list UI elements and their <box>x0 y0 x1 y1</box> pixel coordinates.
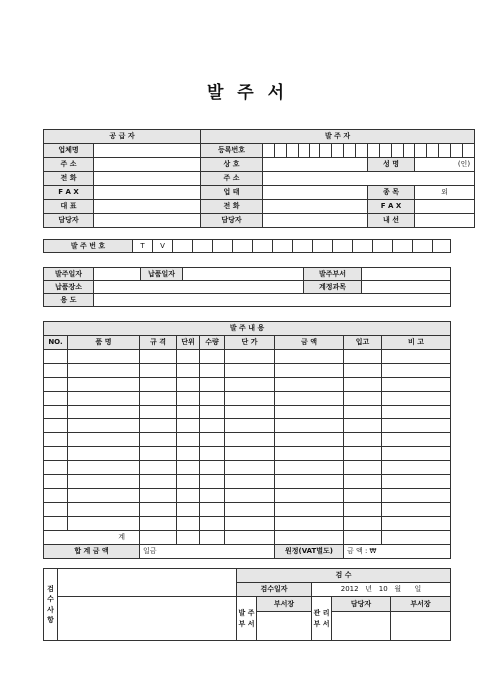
column-header: 단위 <box>177 336 200 350</box>
item-cell[interactable] <box>44 447 68 461</box>
column-header: 입고 <box>344 336 382 350</box>
inspection-date-value[interactable] <box>312 583 451 597</box>
item-cell[interactable] <box>225 433 275 447</box>
extension-label: 내 선 <box>368 214 415 228</box>
inspection-note-1[interactable] <box>58 569 237 597</box>
month-unit: 월 <box>394 585 402 593</box>
total-amount[interactable]: 금 액 : ₩ <box>344 544 451 558</box>
business-type-value[interactable] <box>263 186 368 200</box>
item-cell[interactable] <box>382 447 451 461</box>
dept-head2-label: 부서장 <box>391 597 451 612</box>
item-cell[interactable] <box>200 475 225 489</box>
item-cell[interactable] <box>225 502 275 516</box>
column-header: 품 명 <box>68 336 140 350</box>
dept-head-sign[interactable] <box>257 612 312 641</box>
item-cell[interactable] <box>344 461 382 475</box>
item-cell[interactable] <box>177 377 200 391</box>
item-cell[interactable] <box>382 419 451 433</box>
item-cell[interactable] <box>68 405 140 419</box>
item-cell[interactable] <box>177 391 200 405</box>
item-cell[interactable] <box>382 433 451 447</box>
inspection-year: 2012 <box>340 585 359 593</box>
delivery-date-value[interactable] <box>183 268 304 281</box>
table-row <box>44 488 451 502</box>
item-cell[interactable] <box>200 405 225 419</box>
supplier-value[interactable] <box>94 158 201 172</box>
item-cell[interactable] <box>275 516 344 530</box>
item-cell[interactable] <box>225 391 275 405</box>
table-row <box>44 502 451 516</box>
item-cell[interactable] <box>200 419 225 433</box>
item-cell[interactable] <box>68 475 140 489</box>
item-cell[interactable] <box>140 516 177 530</box>
item-cell[interactable] <box>44 391 68 405</box>
item-cell[interactable] <box>200 488 225 502</box>
supplier-header: 공 급 자 <box>44 130 201 144</box>
year-unit: 년 <box>365 585 373 593</box>
item-cell[interactable] <box>177 447 200 461</box>
item-cell[interactable] <box>275 405 344 419</box>
orderer-header: 발 주 자 <box>201 130 475 144</box>
total-label: 합 계 금 액 <box>44 544 140 558</box>
vat-label: 원정(VAT별도) <box>275 544 344 558</box>
item-cell[interactable] <box>225 475 275 489</box>
table-row <box>44 377 451 391</box>
item-cell[interactable] <box>344 433 382 447</box>
subtotal-label: 계 <box>44 530 140 544</box>
item-cell[interactable] <box>382 502 451 516</box>
item-cell[interactable] <box>225 447 275 461</box>
item-cell[interactable] <box>68 461 140 475</box>
table-row <box>44 391 451 405</box>
category-value: 외 <box>415 186 475 200</box>
delivery-place-label: 납품장소 <box>44 281 94 294</box>
item-cell[interactable] <box>382 461 451 475</box>
contact-value[interactable] <box>263 214 368 228</box>
item-cell[interactable] <box>275 377 344 391</box>
item-cell[interactable] <box>344 419 382 433</box>
seal-mark: (인) <box>415 158 475 172</box>
item-cell[interactable] <box>68 419 140 433</box>
item-cell[interactable] <box>200 502 225 516</box>
item-cell[interactable] <box>177 516 200 530</box>
item-cell[interactable] <box>68 502 140 516</box>
item-cell[interactable] <box>225 405 275 419</box>
item-cell[interactable] <box>382 350 451 364</box>
item-cell[interactable] <box>275 419 344 433</box>
item-cell[interactable] <box>44 363 68 377</box>
item-cell[interactable] <box>275 461 344 475</box>
item-cell[interactable] <box>68 350 140 364</box>
order-number-char[interactable]: V <box>153 240 173 253</box>
item-cell[interactable] <box>140 405 177 419</box>
item-cell[interactable] <box>275 502 344 516</box>
item-cell[interactable] <box>140 488 177 502</box>
column-header: NO. <box>44 336 68 350</box>
item-cell[interactable] <box>177 363 200 377</box>
item-cell[interactable] <box>382 405 451 419</box>
item-cell[interactable] <box>344 377 382 391</box>
supplier-label: 담당자 <box>44 214 94 228</box>
item-cell[interactable] <box>275 433 344 447</box>
item-cell[interactable] <box>177 488 200 502</box>
item-cell[interactable] <box>344 475 382 489</box>
item-cell[interactable] <box>200 391 225 405</box>
supplier-label: 전 화 <box>44 172 94 186</box>
item-cell[interactable] <box>44 433 68 447</box>
item-cell[interactable] <box>44 516 68 530</box>
inspection-month: 10 <box>378 585 388 593</box>
item-cell[interactable] <box>140 363 177 377</box>
item-cell[interactable] <box>200 363 225 377</box>
item-cell[interactable] <box>200 377 225 391</box>
item-cell[interactable] <box>44 350 68 364</box>
item-cell[interactable] <box>225 419 275 433</box>
category-label: 종 목 <box>368 186 415 200</box>
content-header: 발 주 내 용 <box>44 322 451 336</box>
item-cell[interactable] <box>200 516 225 530</box>
table-row <box>44 419 451 433</box>
inspection-header: 검 수 <box>237 569 451 583</box>
item-cell[interactable] <box>140 419 177 433</box>
item-cell[interactable] <box>68 377 140 391</box>
item-cell[interactable] <box>275 391 344 405</box>
item-cell[interactable] <box>44 475 68 489</box>
order-info-table <box>43 267 451 307</box>
table-row <box>44 405 451 419</box>
business-type-label: 업 태 <box>201 186 263 200</box>
name-label: 성 명 <box>368 158 415 172</box>
order-number-char[interactable]: T <box>133 240 153 253</box>
dept-head-label: 부서장 <box>257 597 312 612</box>
item-cell[interactable] <box>225 516 275 530</box>
item-cell[interactable] <box>177 502 200 516</box>
item-cell[interactable] <box>200 447 225 461</box>
item-cell[interactable] <box>344 502 382 516</box>
item-cell[interactable] <box>344 488 382 502</box>
item-cell[interactable] <box>68 433 140 447</box>
inspection-date-label: 검수일자 <box>237 583 312 597</box>
extension-value[interactable] <box>415 214 475 228</box>
item-cell[interactable] <box>140 350 177 364</box>
phone-label: 전 화 <box>201 200 263 214</box>
supplier-label: 주 소 <box>44 158 94 172</box>
column-header: 수량 <box>200 336 225 350</box>
usage-value[interactable] <box>94 294 451 307</box>
order-dept-value[interactable] <box>362 268 451 281</box>
supplier-value[interactable] <box>94 172 201 186</box>
inspection-table <box>43 568 451 641</box>
fax-value[interactable] <box>415 200 475 214</box>
supplier-value[interactable] <box>94 214 201 228</box>
item-cell[interactable] <box>177 433 200 447</box>
table-row <box>44 433 451 447</box>
item-cell[interactable] <box>68 447 140 461</box>
item-cell[interactable] <box>177 350 200 364</box>
person-sign[interactable] <box>332 612 391 641</box>
item-cell[interactable] <box>344 391 382 405</box>
item-cell[interactable] <box>177 475 200 489</box>
column-header: 비 고 <box>382 336 451 350</box>
total-words[interactable]: 일금 <box>140 544 275 558</box>
table-row <box>44 516 451 530</box>
party-table <box>43 129 475 228</box>
order-dept-label: 발주부서 <box>304 268 362 281</box>
subtotal-amount[interactable] <box>275 530 344 544</box>
item-cell[interactable] <box>275 488 344 502</box>
supplier-value[interactable] <box>94 144 201 158</box>
account-value[interactable] <box>362 281 451 294</box>
delivery-place-value[interactable] <box>94 281 304 294</box>
item-cell[interactable] <box>44 461 68 475</box>
item-cell[interactable] <box>225 461 275 475</box>
table-row <box>44 447 451 461</box>
item-cell[interactable] <box>140 475 177 489</box>
item-cell[interactable] <box>177 419 200 433</box>
contact-label: 담당자 <box>201 214 263 228</box>
item-cell[interactable] <box>140 391 177 405</box>
table-row <box>44 475 451 489</box>
item-cell[interactable] <box>382 377 451 391</box>
item-cell[interactable] <box>44 488 68 502</box>
person-label: 담당자 <box>332 597 391 612</box>
item-cell[interactable] <box>275 447 344 461</box>
item-cell[interactable] <box>68 363 140 377</box>
trade-name-label: 상 호 <box>201 158 263 172</box>
order-number-table <box>43 239 451 253</box>
item-cell[interactable] <box>140 447 177 461</box>
item-cell[interactable] <box>140 377 177 391</box>
order-dept-vertical: 발 주 부 서 <box>237 597 257 641</box>
reg-no-label: 등록번호 <box>201 144 263 158</box>
item-cell[interactable] <box>68 516 140 530</box>
item-cell[interactable] <box>344 405 382 419</box>
usage-label: 용 도 <box>44 294 94 307</box>
column-header: 금 액 <box>275 336 344 350</box>
inspection-note-2[interactable] <box>58 597 237 641</box>
supplier-value[interactable] <box>94 186 201 200</box>
table-row <box>44 461 451 475</box>
supplier-label: 대 표 <box>44 200 94 214</box>
order-date-label: 발주일자 <box>44 268 94 281</box>
item-cell[interactable] <box>382 363 451 377</box>
item-cell[interactable] <box>44 502 68 516</box>
item-cell[interactable] <box>68 391 140 405</box>
item-cell[interactable] <box>200 461 225 475</box>
item-cell[interactable] <box>225 350 275 364</box>
trade-name-value[interactable] <box>263 158 368 172</box>
supplier-label: F A X <box>44 186 94 200</box>
item-cell[interactable] <box>382 391 451 405</box>
column-header: 규 격 <box>140 336 177 350</box>
item-cell[interactable] <box>275 363 344 377</box>
item-cell[interactable] <box>44 377 68 391</box>
mgmt-dept-vertical: 관 리 부 서 <box>312 597 332 641</box>
delivery-date-label: 납품일자 <box>141 268 183 281</box>
item-cell[interactable] <box>225 488 275 502</box>
inspection-side-label: 검 수 사 항 <box>44 569 58 641</box>
item-cell[interactable] <box>344 363 382 377</box>
table-row <box>44 363 451 377</box>
item-cell[interactable] <box>382 516 451 530</box>
item-cell[interactable] <box>344 516 382 530</box>
item-cell[interactable] <box>382 488 451 502</box>
account-label: 계정과목 <box>304 281 362 294</box>
item-cell[interactable] <box>225 363 275 377</box>
item-cell[interactable] <box>344 350 382 364</box>
item-cell[interactable] <box>140 502 177 516</box>
address-value[interactable] <box>263 172 475 186</box>
order-number-label: 발 주 번 호 <box>44 240 133 253</box>
column-header: 단 가 <box>225 336 275 350</box>
item-cell[interactable] <box>68 488 140 502</box>
item-cell[interactable] <box>275 475 344 489</box>
supplier-value[interactable] <box>94 200 201 214</box>
item-cell[interactable] <box>140 461 177 475</box>
table-row <box>44 350 451 364</box>
day-unit: 일 <box>414 585 422 593</box>
item-cell[interactable] <box>44 419 68 433</box>
item-cell[interactable] <box>382 475 451 489</box>
order-content-table <box>43 321 451 559</box>
page-title: 발 주 서 <box>206 83 289 103</box>
phone-value[interactable] <box>263 200 368 214</box>
supplier-label: 업체명 <box>44 144 94 158</box>
item-cell[interactable] <box>200 350 225 364</box>
item-cell[interactable] <box>200 433 225 447</box>
item-cell[interactable] <box>344 447 382 461</box>
item-cell[interactable] <box>177 405 200 419</box>
order-date-value[interactable] <box>94 268 141 281</box>
address-label: 주 소 <box>201 172 263 186</box>
fax-label: F A X <box>368 200 415 214</box>
item-cell[interactable] <box>225 377 275 391</box>
item-cell[interactable] <box>275 350 344 364</box>
item-cell[interactable] <box>177 461 200 475</box>
item-cell[interactable] <box>44 405 68 419</box>
dept-head2-sign[interactable] <box>391 612 451 641</box>
item-cell[interactable] <box>140 433 177 447</box>
